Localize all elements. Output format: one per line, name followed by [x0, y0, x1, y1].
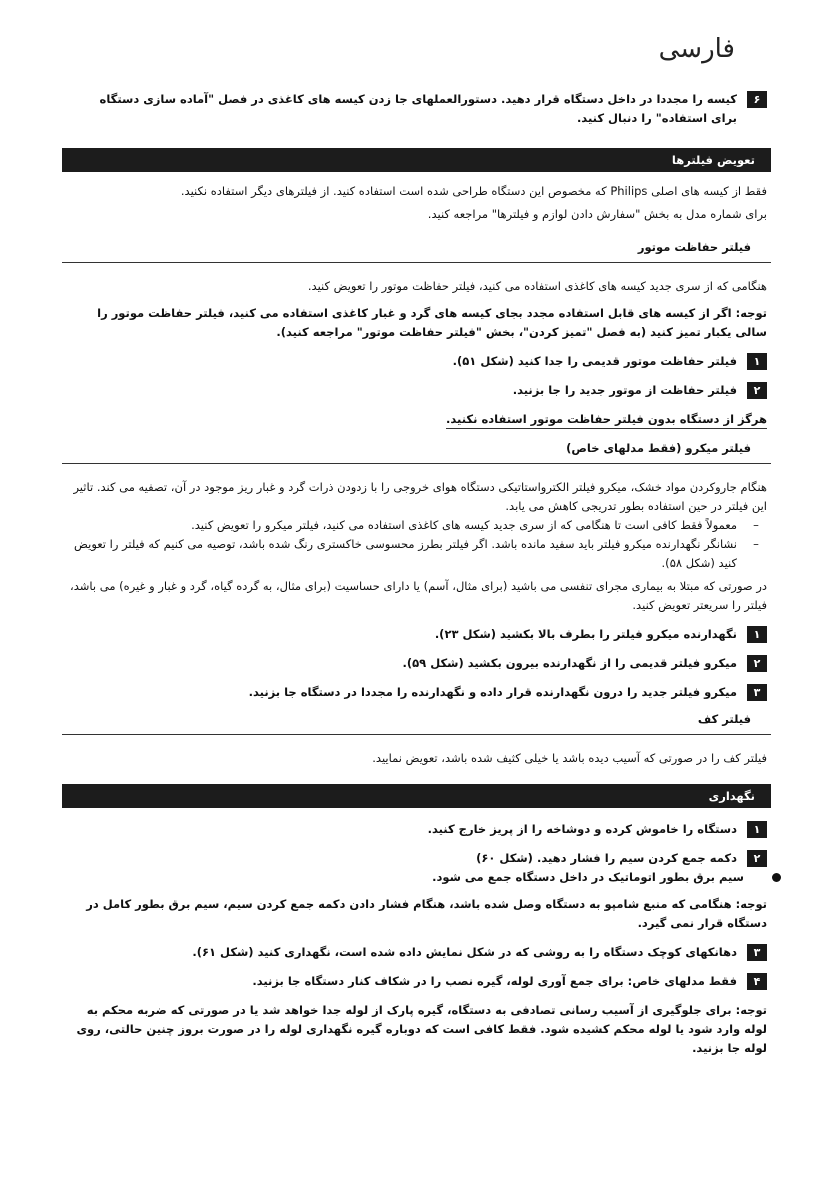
step-text: فقط مدلهای خاص: برای جمع آوری لوله، گیره نصب را در شکاف کنار دستگاه جا بزنید. — [252, 974, 737, 988]
step-4 — [70, 972, 767, 991]
step-text: دستگاه را خاموش کرده و دوشاخه را از پریز خارج کنید. — [427, 822, 737, 836]
subheading-foam-filter: فیلتر کف — [62, 710, 771, 735]
step-text: میکرو فیلتر قدیمی را از نگهدارنده بیرون بکشید (شکل ۵۹). — [402, 656, 737, 670]
paragraph: در صورتی که مبتلا به بیماری مجرای تنفسی می باشید (برای مثال، آسم) یا دارای حساسیت (برای مثال، به گرده گیاه، گرد و غبار و غیره) می باشد، فیلتر را سریعتر تعویض کنید. — [70, 579, 767, 612]
step-text: میکرو فیلتر جدید را درون نگهدارنده قرار داده و نگهدارنده را مجددا در دستگاه جا بزنید. — [248, 685, 737, 699]
subheading-motor-filter: فیلتر حفاظت موتور — [62, 238, 771, 263]
bullet-dot-icon — [772, 873, 781, 882]
step-text: نگهدارنده میکرو فیلتر را بطرف بالا بکشید (شکل ۲۳). — [434, 627, 737, 641]
note: توجه: هنگامی که منبع شامپو به دستگاه وصل شده باشد، هنگام فشار دادن دکمه جمع کردن سیم، سیم برق بطور کامل در دستگاه قرار نمی گیرد. — [86, 897, 767, 930]
dash-marker: – — [753, 518, 759, 532]
page-content — [70, 90, 767, 1058]
step-number-badge: ۲ — [747, 850, 767, 867]
step-number-badge: ۱ — [747, 821, 767, 838]
note: توجه: اگر از کیسه های قابل استفاده مجدد بجای کیسه های گرد و غبار کاغذی استفاده می کنید، فیلتر حفاظت موتور را سالی یکبار تمیز کنید (به فصل "تمیز کردن"، بخش "فیلتر حفاظت موتور" مراجعه کنید). — [97, 306, 767, 339]
dash-marker: – — [753, 537, 759, 551]
step-number-badge: ۳ — [747, 684, 767, 701]
step-number-badge: ۴ — [747, 973, 767, 990]
list-item-text: نشانگر نگهدارنده میکرو فیلتر باید سفید مانده باشد. اگر فیلتر بطرز محسوسی خاکستری رنگ شده باشد، توصیه می کنیم که فیلتر را تعویض کنید (شکل ۵۸). — [74, 537, 737, 570]
bullet-text: سیم برق بطور اتوماتیک در داخل دستگاه جمع می شود. — [432, 870, 744, 884]
step-6 — [70, 90, 767, 128]
step-text: کیسه را مجددا در داخل دستگاه قرار دهید. دستورالعملهای جا زدن کیسه های کاغذی در فصل "آماده سازی دستگاه برای استفاده" را دنبال کنید. — [99, 92, 737, 125]
step-number-badge: ۶ — [747, 91, 767, 108]
step-1 — [70, 352, 767, 371]
paragraph: هنگام جاروکردن مواد خشک، میکرو فیلتر الکترواستاتیکی دستگاه هوای خروجی را با زدودن ذرات گرد و غبار ریز موجود در آن، تصفیه می کند. تاثیر این فیلتر در حین استفاده بطور تدریجی کاهش می یابد. — [73, 480, 767, 513]
step-number-badge: ۲ — [747, 382, 767, 399]
warning-wrapper — [70, 408, 767, 429]
warning: هرگز از دستگاه بدون فیلتر حفاظت موتور استفاده نکنید. — [446, 410, 767, 429]
step-number-badge: ۱ — [747, 626, 767, 643]
step-text: دهانکهای کوچک دستگاه را به روشی که در شکل نمایش داده شده است، نگهداری کنید (شکل ۶۱). — [192, 945, 737, 959]
step-1 — [70, 625, 767, 644]
list-item-text: معمولاً فقط کافی است تا هنگامی که از سری جدید کیسه های کاغذی استفاده می کنید، فیلتر میکرو را تعویض کنید. — [191, 518, 737, 532]
paragraph: برای شماره مدل به بخش "سفارش دادن لوازم و فیلترها" مراجعه کنید. — [427, 207, 767, 221]
step-text: دکمه جمع کردن سیم را فشار دهید. (شکل ۶۰) — [476, 851, 737, 865]
subheading-micro-filter: فیلتر میکرو (فقط مدلهای خاص) — [62, 439, 771, 464]
step-2 — [70, 654, 767, 673]
step-2 — [70, 849, 767, 868]
step-1 — [70, 820, 767, 839]
step-3 — [70, 683, 767, 702]
paragraph: هنگامی که از سری جدید کیسه های کاغذی استفاده می کنید، فیلتر حفاظت موتور را تعویض کنید. — [307, 279, 767, 293]
section-heading-replace-filters: تعویض فیلترها — [62, 148, 771, 172]
step-text: فیلتر حفاظت از موتور جدید را جا بزنید. — [512, 383, 737, 397]
paragraph: فیلتر کف را در صورتی که آسیب دیده باشد یا خیلی کثیف شده باشد، تعویض نمایید. — [372, 751, 767, 765]
paragraph: فقط از کیسه های اصلی Philips که مخصوص این دستگاه طراحی شده است استفاده کنید. از فیلترهای دیگر استفاده نکنید. — [180, 184, 767, 198]
language-title: فارسی — [658, 34, 735, 64]
step-number-badge: ۲ — [747, 655, 767, 672]
step-number-badge: ۳ — [747, 944, 767, 961]
step-2 — [70, 381, 767, 400]
step-text: فیلتر حفاظت موتور قدیمی را جدا کنید (شکل ۵۱). — [452, 354, 737, 368]
section-heading-storage: نگهداری — [62, 784, 771, 808]
note: توجه: برای جلوگیری از آسیب رسانی تصادفی به دستگاه، گیره پارک از لوله جدا خواهد شد یا در صورتی که ضربه محکم به لوله وارد شود یا لوله محکم کشیده شود. فقط کافی است که دوباره گیره نگهداری لوله را در صورت بروز چنین حالتی، روی لوله جا بزنید. — [76, 1003, 767, 1055]
step-number-badge: ۱ — [747, 353, 767, 370]
list-item — [70, 535, 767, 573]
step-3 — [70, 943, 767, 962]
bullet-item — [70, 868, 767, 887]
list-item — [70, 516, 767, 535]
